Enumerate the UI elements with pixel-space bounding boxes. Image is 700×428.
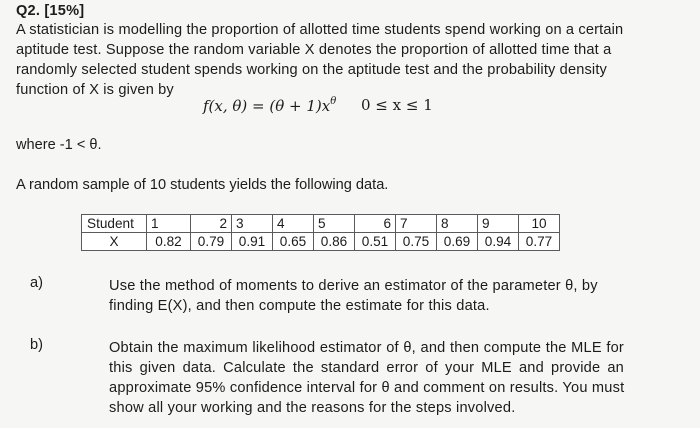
parameter-constraint: where -1 < θ. <box>16 137 102 153</box>
student-cell: 10 <box>519 215 560 233</box>
table-row <box>82 215 560 233</box>
table-row <box>82 233 560 251</box>
part-line: approximate 95% confidence interval for θ and comment on results. You must <box>109 380 625 396</box>
value-cell: 0.69 <box>437 233 478 251</box>
value-cell: 0.75 <box>396 233 437 251</box>
table-header-cell: Student <box>82 215 147 233</box>
intro-line: aptitude test. Suppose the random variable X denotes the proportion of allotted time that a <box>16 42 612 58</box>
part-line: finding E(X), and then compute the estimate for this data. <box>109 298 490 314</box>
value-cell: 0.65 <box>273 233 314 251</box>
part-line: show all your working and the reasons for the steps involved. <box>109 400 516 416</box>
part-line: Obtain the maximum likelihood estimator of θ, and then compute the MLE for <box>109 340 624 356</box>
intro-line: function of X is given by <box>16 82 174 98</box>
value-cell: 0.51 <box>355 233 396 251</box>
student-cell: 7 <box>396 215 437 233</box>
part-b-text <box>109 338 624 418</box>
value-cell: 0.86 <box>314 233 355 251</box>
student-cell: 8 <box>437 215 478 233</box>
value-cell: 0.94 <box>478 233 519 251</box>
student-cell: 9 <box>478 215 519 233</box>
sample-description: A random sample of 10 students yields the following data. <box>16 177 389 193</box>
part-line: Use the method of moments to derive an estimator of the parameter θ, by <box>109 278 598 294</box>
part-a-text <box>109 276 624 316</box>
intro-line: randomly selected student spends working on the aptitude test and the probability density <box>16 62 607 78</box>
student-cell: 1 <box>147 215 191 233</box>
student-cell: 4 <box>273 215 314 233</box>
student-cell: 5 <box>314 215 355 233</box>
intro-line: A statistician is modelling the proportion of allotted time students spend working on a certain <box>16 22 624 38</box>
pdf-expression: f(x, θ) = (θ + 1)x <box>203 97 331 115</box>
value-cell: 0.82 <box>147 233 191 251</box>
student-cell: 3 <box>232 215 273 233</box>
value-cell: 0.91 <box>232 233 273 251</box>
part-a-label: a) <box>30 275 43 291</box>
student-cell: 6 <box>355 215 396 233</box>
value-cell: 0.77 <box>519 233 560 251</box>
table-header-cell: X <box>82 233 147 251</box>
data-table <box>81 214 560 251</box>
part-line: this given data. Calculate the standard error of your MLE and provide an <box>109 360 624 376</box>
question-intro <box>16 20 688 100</box>
pdf-formula <box>203 96 433 115</box>
value-cell: 0.79 <box>191 233 232 251</box>
pdf-exponent: θ <box>330 96 337 107</box>
question-title: Q2. [15%] <box>16 3 85 19</box>
student-cell: 2 <box>191 215 232 233</box>
part-b-label: b) <box>30 337 43 353</box>
pdf-support: 0 ≤ x ≤ 1 <box>361 96 433 114</box>
